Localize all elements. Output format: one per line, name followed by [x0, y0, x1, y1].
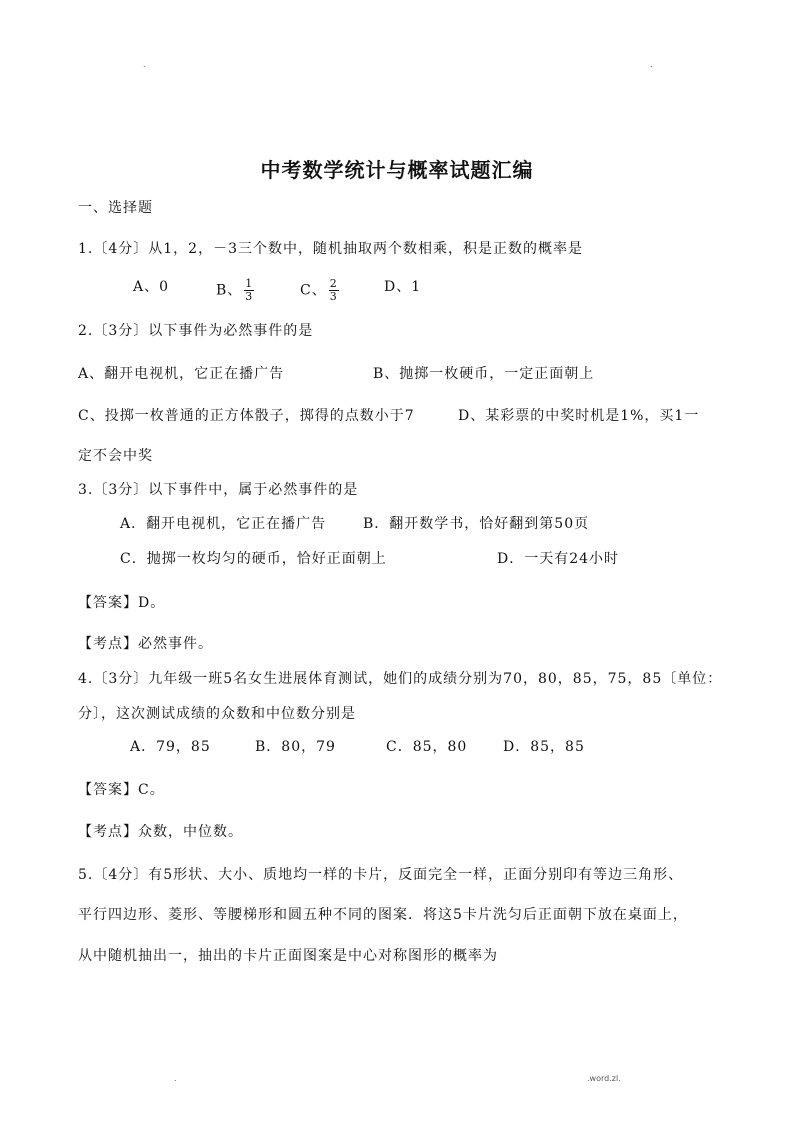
q4-option-a: A．79，85 [130, 739, 211, 755]
q3-option-b: B．翻开数学书，恰好翻到第50页 [363, 516, 590, 532]
q2-option-c: C、投掷一枚普通的正方体骰子，掷得的点数小于7 [78, 408, 415, 424]
q3-option-a: A．翻开电视机，它正在播广告 [120, 516, 327, 532]
header-right-dot: . [650, 60, 653, 69]
q3-answer: 【答案】D。 [78, 595, 166, 611]
q3-stem: 3.〔3分〕以下事件中，属于必然事件的是 [78, 482, 359, 498]
q1-option-a: A、0 [133, 279, 170, 295]
q2-option-b: B、抛掷一枚硬币，一定正面朝上 [373, 366, 595, 382]
q1-stem: 1.〔4分〕从1，2，－3三个数中，随机抽取两个数相乘，积是正数的概率是 [78, 241, 583, 257]
q1-option-c-denominator: 3 [329, 290, 338, 303]
q1-option-b-numerator: 1 [245, 277, 254, 290]
q4-knowledge-point: 【考点】众数，中位数。 [78, 824, 243, 840]
q2-option-a: A、翻开电视机，它正在播广告 [78, 366, 285, 382]
q2-option-d: D、某彩票的中奖时机是1%，买1一 [458, 408, 700, 424]
q2-option-d-continued: 定不会中奖 [78, 448, 153, 464]
q1-option-b [216, 278, 254, 303]
q4-stem-continued: 分〕，这次测试成绩的众数和中位数分别是 [78, 706, 356, 722]
section-heading: 一、选择题 [78, 200, 153, 216]
q3-knowledge-point: 【考点】必然事件。 [78, 636, 213, 652]
page-title: 中考数学统计与概率试题汇编 [260, 158, 534, 182]
q1-option-b-fraction [244, 278, 254, 303]
q5-stem-line-3: 从中随机抽出一，抽出的卡片正面图案是中心对称图形的概率为 [78, 948, 498, 964]
q1-option-c-fraction [329, 278, 339, 303]
q5-stem-line-1: 5.〔4分〕有5形状、大小、质地均一样的卡片，反面完全一样，正面分别印有等边三角形、 [78, 867, 684, 883]
q3-option-d: D．一天有24小时 [497, 551, 620, 567]
q1-option-c-numerator: 2 [329, 277, 338, 290]
q1-option-b-label: B、 [216, 282, 243, 299]
q4-option-b: B．80，79 [255, 739, 336, 755]
q1-option-b-denominator: 3 [245, 290, 254, 303]
q3-option-c: C．抛掷一枚均匀的硬币，恰好正面朝上 [120, 551, 387, 567]
q4-answer: 【答案】C。 [78, 782, 165, 798]
q4-stem: 4.〔3分〕九年级一班5名女生进展体育测试，她们的成绩分别为70，80，85，75，85〔单位： [78, 671, 723, 687]
q2-stem: 2.〔3分〕以下事件为必然事件的是 [78, 323, 314, 339]
footer-left-dot: . [174, 1074, 177, 1083]
footer-watermark: .word.zl. [587, 1074, 621, 1083]
q4-option-d: D．85，85 [503, 739, 585, 755]
q5-stem-line-2: 平行四边形、菱形、等腰梯形和圆五种不同的图案．将这5卡片洗匀后正面朝下放在桌面上， [78, 907, 688, 923]
q1-option-c [300, 278, 339, 303]
q4-option-c: C．85，80 [386, 739, 468, 755]
q1-option-d: D、1 [384, 279, 422, 295]
header-left-dot: . [143, 60, 146, 69]
q1-option-c-label: C、 [300, 282, 327, 299]
